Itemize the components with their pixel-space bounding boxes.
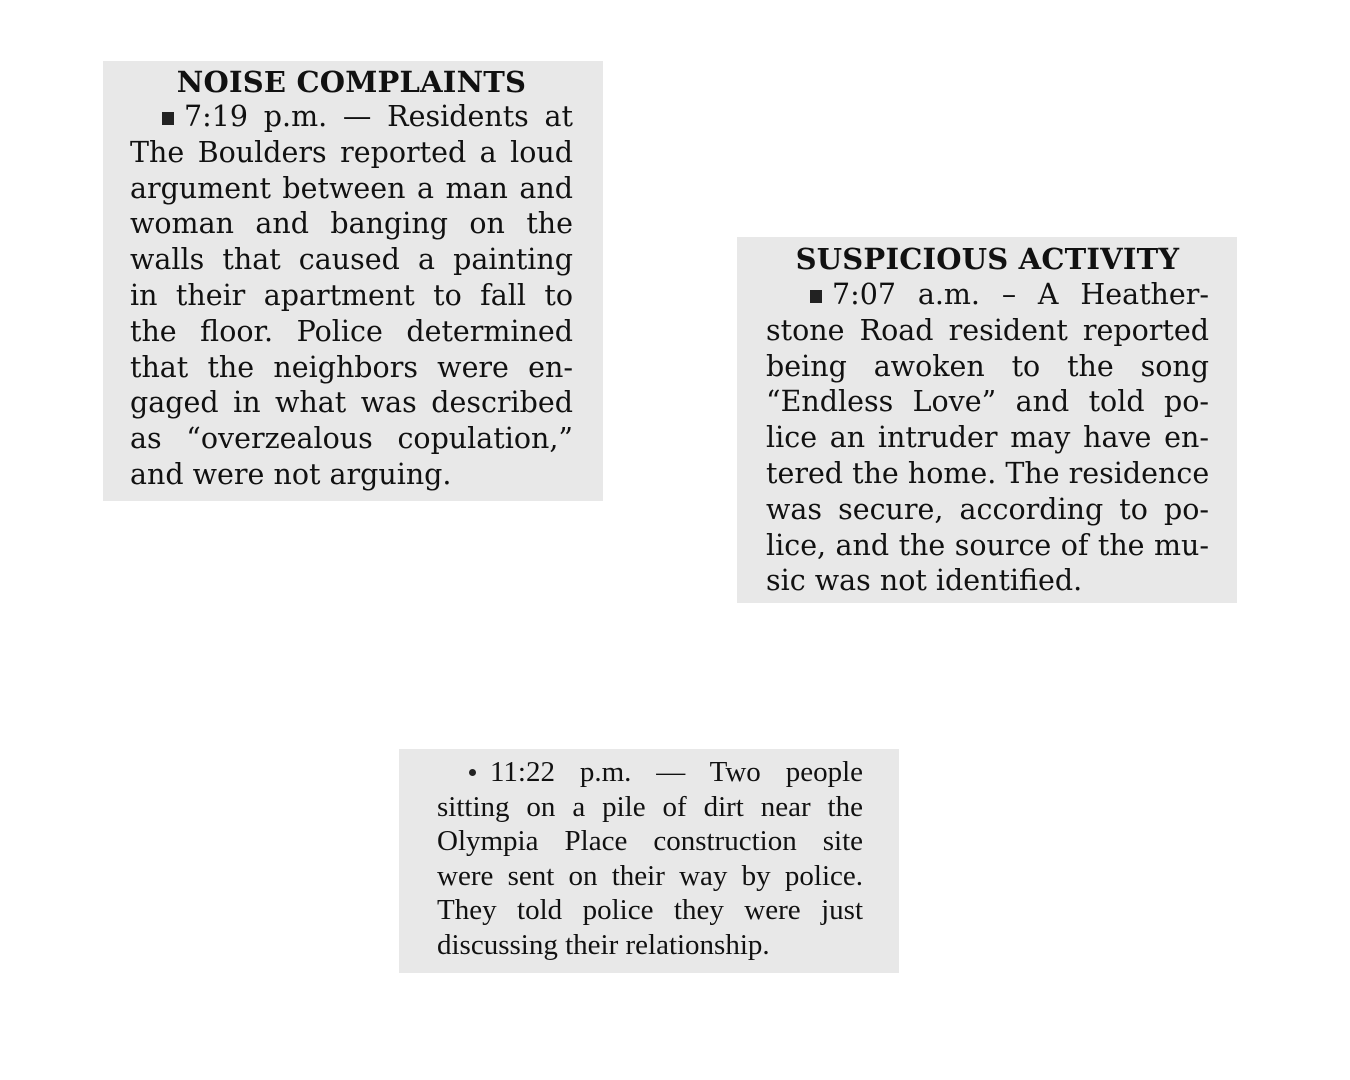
clipping-line: 11:22 p.m. — Two people: [437, 755, 863, 790]
clipping-line: 7:19 p.m. — Residents at: [130, 99, 573, 135]
clipping-suspicious-activity: [737, 237, 1237, 603]
clipping-line: in their apartment to fall to: [130, 278, 573, 312]
clipping-line: argument between a man and: [130, 171, 573, 205]
clipping-line: Olympia Place construction site: [437, 825, 863, 857]
clipping-line: discussing their relationship.: [437, 928, 770, 961]
clipping-line: the floor. Police determined: [130, 314, 573, 348]
round-bullet-icon: [469, 769, 476, 776]
clipping-dirt-pile: [399, 749, 899, 973]
clipping-line: stone Road resident reported: [766, 313, 1209, 347]
clipping-body: [130, 99, 573, 493]
square-bullet-icon: [162, 112, 174, 125]
clipping-line: was secure, according to po-: [766, 492, 1209, 526]
clipping-line: as “overzealous copulation,”: [130, 422, 573, 456]
clipping-line: gaged in what was described: [130, 386, 573, 420]
clipping-title: SUSPICIOUS ACTIVITY: [795, 242, 1180, 276]
clipping-line: 7:07 a.m. – A Heather-: [766, 277, 1209, 313]
clipping-body: [766, 277, 1209, 599]
clipping-line: being awoken to the song: [766, 349, 1209, 383]
clipping-line: tered the home. The residence: [766, 456, 1210, 490]
clipping-body: [437, 755, 863, 962]
clipping-line: The Boulders reported a loud: [130, 135, 573, 169]
clipping-noise-complaints: [103, 61, 603, 501]
clipping-line: They told police they were just: [437, 894, 863, 926]
clipping-line: “Endless Love” and told po-: [766, 385, 1209, 419]
clipping-title: NOISE COMPLAINTS: [176, 65, 527, 99]
clipping-line: woman and banging on the: [130, 207, 573, 241]
clipping-line: were sent on their way by police.: [437, 859, 863, 892]
clipping-line: sitting on a pile of dirt near the: [437, 790, 863, 823]
clipping-line: sic was not identified.: [766, 564, 1083, 598]
clipping-line: and were not arguing.: [130, 457, 452, 491]
clipping-line: lice an intruder may have en-: [766, 421, 1209, 455]
clipping-line: that the neighbors were en-: [130, 350, 573, 384]
square-bullet-icon: [810, 290, 822, 303]
clipping-line: walls that caused a painting: [130, 243, 573, 277]
clipping-line: lice, and the source of the mu-: [766, 528, 1209, 562]
